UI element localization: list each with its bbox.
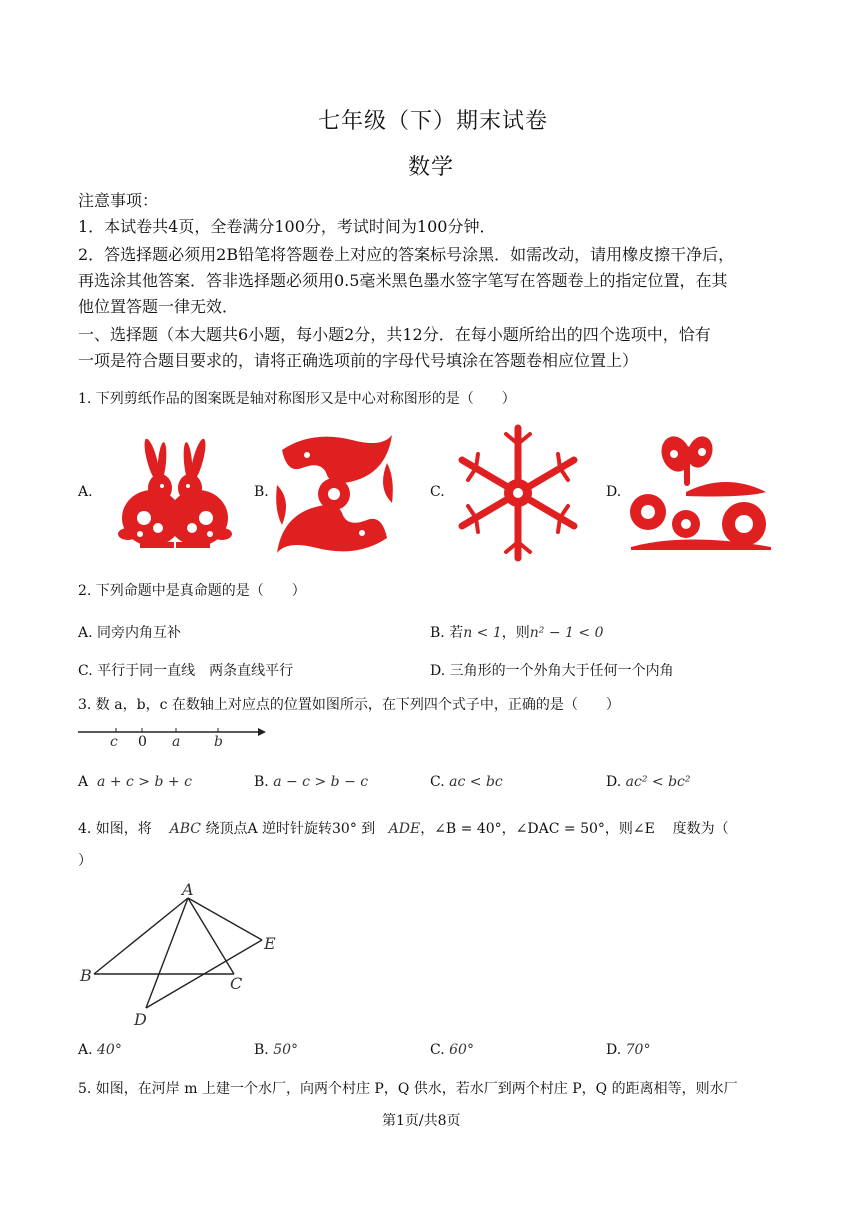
q1-stem: 1. 下列剪纸作品的图案既是轴对称图形又是中心对称图形的是（ ） [78, 391, 516, 407]
q4-option-b-label: B. [254, 1042, 269, 1058]
rabbits-papercut-image [100, 430, 250, 555]
q4-stem-close: ） [78, 853, 92, 869]
q3-option-a-expression: a + c > b + c [97, 774, 192, 790]
q4-stem-part-3: ，∠B = 40°，∠DAC = 50°，则∠E [420, 821, 655, 837]
q4-option-a-label: A. [78, 1042, 93, 1058]
q5-stem: 5. 如图，在河岸 m 上建一个水厂，向两个村庄 P，Q 供水，若水厂到两个村庄 P，Q 的距离相等，则水厂 [78, 1081, 738, 1097]
q1-option-d-label: D. [606, 484, 622, 500]
q2-option-b [430, 622, 603, 642]
subject-title: 数学 [408, 155, 455, 180]
q1-option-c-label: C. [430, 484, 445, 500]
q2-option-b-condition: n < 1 [463, 625, 502, 641]
q4-stem-part-2: 绕顶点A 逆时针旋转30° 到 [205, 821, 376, 837]
q4-option-c-value: 60° [449, 1042, 474, 1058]
point-d-label: D [134, 1010, 147, 1029]
q4-option-d [606, 1042, 650, 1058]
q4-stem-part-4: 度数为（ [672, 821, 729, 837]
note-2-line-3: 他位置答题一律无效． [78, 297, 239, 316]
number-line-label-zero: 0 [138, 734, 147, 750]
q2-option-b-mid: ，则 [501, 625, 530, 641]
q3-option-c-label: C. [430, 774, 445, 790]
number-line-label-a: a [172, 734, 181, 750]
q1-option-b-label: B. [254, 484, 269, 500]
q3-option-c [430, 774, 503, 790]
q2-option-a: A. 同旁内角互补 [78, 625, 182, 641]
q4-option-d-value: 70° [625, 1042, 651, 1058]
q2-option-b-prefix: B. 若 [430, 625, 464, 641]
point-e-label: E [264, 934, 276, 953]
q3-option-b [254, 774, 368, 790]
q2-option-c: C. 平行于同一直线 两条直线平行 [78, 663, 294, 679]
number-line-label-b: b [214, 734, 223, 750]
section-1-line-2: 一项是符合题目要求的，请将正确选项前的字母代号填涂在答题卷相应位置上） [78, 351, 639, 370]
point-c-label: C [230, 974, 243, 993]
q4-stem-part-1: 4. 如图，将 [78, 821, 152, 837]
q4-option-c-label: C. [430, 1042, 445, 1058]
page-title: 七年级（下）期末试卷 [318, 109, 549, 134]
q4-option-c [430, 1042, 474, 1058]
page-number: 第1页/共8页 [382, 1113, 461, 1129]
q3-option-a-label: A [78, 774, 89, 790]
q3-stem: 3. 数 a，b，c 在数轴上对应点的位置如图所示，在下列四个式子中，正确的是（ ） [78, 697, 620, 713]
q4-triangle-ade: ADE [388, 821, 421, 837]
q4-triangle-abc: ABC [169, 821, 201, 837]
q3-option-b-expression: a − c > b − c [273, 774, 369, 790]
q2-option-d: D. 三角形的一个外角大于任何一个内角 [430, 663, 674, 679]
rotation-triangle-figure [76, 878, 286, 1032]
q4-option-a [78, 1042, 122, 1058]
snowflake-papercut-image [454, 422, 582, 564]
q2-stem: 2. 下列命题中是真命题的是（ ） [78, 583, 306, 599]
phoenix-papercut-image [272, 430, 397, 558]
q4-stem [78, 818, 729, 838]
butterfly-flowers-papercut-image [626, 432, 774, 552]
q3-option-d-label: D. [606, 774, 622, 790]
q3-option-a [78, 774, 192, 790]
section-1-line-1: 一、选择题（本大题共6小题，每小题2分，共12分．在每小题所给出的四个选项中，恰有 [78, 325, 711, 344]
q4-option-a-value: 40° [97, 1042, 122, 1058]
q3-option-c-expression: ac < bc [449, 774, 503, 790]
note-2-line-2: 再选涂其他答案．答非选择题必须用0.5毫米黑色墨水签字笔写在答题卷上的指定位置，在其 [78, 271, 728, 290]
q3-option-d [606, 774, 691, 790]
point-a-label: A [182, 880, 194, 899]
q4-option-d-label: D. [606, 1042, 622, 1058]
point-b-label: B [80, 966, 92, 985]
q3-option-b-label: B. [254, 774, 269, 790]
number-line-label-c: c [110, 734, 118, 750]
q2-option-b-expression: n² − 1 < 0 [529, 625, 604, 641]
q4-option-b-value: 50° [273, 1042, 299, 1058]
notes-heading: 注意事项： [78, 191, 159, 210]
q1-option-a-label: A. [78, 484, 93, 500]
q4-option-b [254, 1042, 298, 1058]
note-2-line-1: 2．答选择题必须用2B铅笔将答题卷上对应的答案标号涂黑．如需改动，请用橡皮擦干净后， [78, 245, 735, 264]
note-1: 1．本试卷共4页，全卷满分100分，考试时间为100分钟． [78, 217, 496, 236]
q3-option-d-expression: ac² < bc² [625, 774, 691, 790]
